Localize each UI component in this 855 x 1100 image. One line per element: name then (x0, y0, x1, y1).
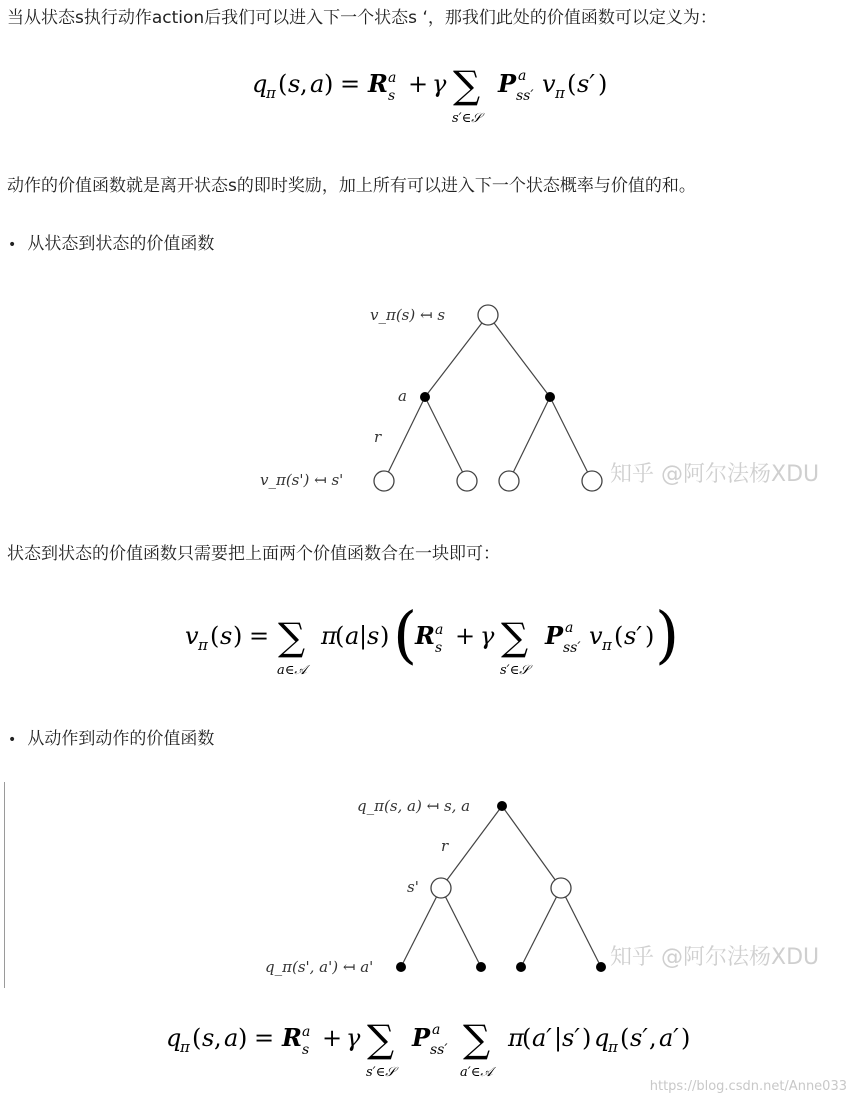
svg-text:P: P (412, 1023, 431, 1052)
svg-text:s′∈𝒮: s′∈𝒮 (452, 111, 482, 126)
svg-text:∑: ∑ (367, 1017, 395, 1061)
state-node (431, 878, 451, 898)
svg-text:s: s (220, 622, 233, 650)
svg-text:π: π (266, 84, 276, 102)
leaf-state-node (457, 471, 477, 491)
bullet-dot: • (8, 237, 17, 253)
equation-q-full (160, 1008, 710, 1088)
leaf-state-node (582, 471, 602, 491)
svg-text:|: | (359, 622, 368, 650)
svg-text:a: a (388, 70, 397, 86)
svg-text:∑: ∑ (278, 615, 306, 659)
intro-paragraph: 当从状态s执行动作action后我们可以进入下一个状态s ‘，那我们此处的价值函数可以定义为： (7, 8, 717, 28)
svg-text:=: = (249, 622, 270, 650)
svg-text:R: R (415, 621, 435, 650)
left-quote-bar (4, 782, 5, 988)
svg-text:): ) (598, 70, 608, 98)
svg-text:=: = (254, 1024, 275, 1052)
equation-q-definition (240, 56, 640, 130)
svg-text:∑: ∑ (501, 615, 529, 659)
svg-text:v: v (542, 70, 556, 98)
leaf-action-node (516, 962, 526, 972)
svg-text:a: a (565, 620, 574, 636)
svg-text:∑: ∑ (463, 1017, 491, 1061)
svg-text:ss′: ss′ (516, 88, 534, 104)
svg-text:s: s (435, 640, 443, 656)
leaf-state-node (374, 471, 394, 491)
svg-text:R: R (368, 69, 388, 98)
svg-text:s′∈𝒮: s′∈𝒮 (366, 1065, 396, 1080)
leaf-state-node (499, 471, 519, 491)
bullet-action-to-action (7, 727, 214, 752)
leaf-action-node (476, 962, 486, 972)
svg-text:γ: γ (346, 1024, 361, 1052)
svg-text:s: s (302, 1042, 310, 1058)
svg-text:s: s (388, 88, 396, 104)
svg-text:|: | (554, 1024, 563, 1052)
backup-diagram-action (255, 790, 615, 980)
svg-text:): ) (380, 622, 390, 650)
svg-text:π: π (602, 636, 612, 654)
svg-text:s′∈𝒮: s′∈𝒮 (500, 663, 530, 678)
root-label: q_π(s, a) ↤ s, a (357, 797, 471, 815)
svg-text:s′: s′ (624, 622, 642, 650)
svg-text:π: π (198, 636, 208, 654)
svg-text:v: v (589, 622, 603, 650)
svg-text:+: + (408, 70, 429, 98)
svg-text:(: ( (210, 622, 220, 650)
svg-text:a′: a′ (659, 1024, 679, 1052)
svg-text:s: s (367, 622, 380, 650)
bullet-text: 从动作到动作的价值函数 (27, 729, 215, 749)
bullet-text: 从状态到状态的价值函数 (27, 234, 215, 254)
svg-text:(: ( (192, 1024, 202, 1052)
svg-text:a: a (435, 622, 444, 638)
svg-text:a: a (432, 1022, 441, 1038)
svg-text:s′: s′ (562, 1024, 580, 1052)
svg-text:(: ( (393, 598, 418, 671)
zhihu-watermark: 知乎 @阿尔法杨XDU (610, 945, 820, 970)
svg-text:(: ( (620, 1024, 630, 1052)
equation-v-full (175, 590, 685, 686)
svg-text:a: a (310, 70, 325, 98)
svg-text:π: π (608, 1038, 618, 1056)
backup-diagram-state (250, 295, 620, 500)
svg-text:,: , (300, 70, 308, 98)
svg-text:P: P (498, 69, 517, 98)
svg-text:γ: γ (432, 70, 447, 98)
reward-label: r (374, 428, 382, 446)
svg-text:): ) (681, 1024, 691, 1052)
reward-label: r (441, 837, 449, 855)
action-value-description: 动作的价值函数就是离开状态s的即时奖励，加上所有可以进入下一个状态概率与价值的和。 (7, 176, 696, 196)
svg-text:ss′: ss′ (430, 1042, 448, 1058)
root-label: v_π(s) ↤ s (370, 306, 446, 324)
svg-text:s: s (202, 1024, 215, 1052)
svg-text:R: R (282, 1023, 302, 1052)
svg-text:): ) (324, 70, 334, 98)
root-state-node (478, 305, 498, 325)
svg-text:(: ( (522, 1024, 532, 1052)
leaf-action-node (396, 962, 406, 972)
svg-text:∑: ∑ (453, 63, 481, 107)
svg-text:,: , (214, 1024, 222, 1052)
svg-text:(: ( (278, 70, 288, 98)
svg-text:q: q (594, 1024, 610, 1052)
svg-text:a: a (224, 1024, 239, 1052)
svg-text:): ) (655, 598, 680, 671)
svg-text:a: a (302, 1024, 311, 1040)
svg-text:γ: γ (480, 622, 495, 650)
svg-text:): ) (233, 622, 243, 650)
leaf-label: v_π(s') ↤ s' (260, 471, 344, 489)
svg-text:ss′: ss′ (563, 640, 581, 656)
zhihu-watermark: 知乎 @阿尔法杨XDU (610, 462, 820, 487)
state-combine-paragraph: 状态到状态的价值函数只需要把上面两个价值函数合在一块即可： (7, 544, 500, 564)
svg-text:q: q (166, 1024, 182, 1052)
svg-text:s: s (288, 70, 301, 98)
svg-text:+: + (455, 622, 476, 650)
leaf-action-node (596, 962, 606, 972)
svg-text:(: ( (335, 622, 345, 650)
svg-text:a′∈𝒜: a′∈𝒜 (460, 1065, 493, 1080)
action-label: a (398, 387, 407, 405)
action-node (545, 392, 555, 402)
svg-text:(: ( (614, 622, 624, 650)
svg-text:a′: a′ (532, 1024, 552, 1052)
bullet-state-to-state (7, 232, 214, 257)
svg-text:s′: s′ (630, 1024, 648, 1052)
svg-text:P: P (545, 621, 564, 650)
svg-text:π: π (555, 84, 565, 102)
root-action-node (497, 801, 507, 811)
svg-text:π: π (321, 622, 337, 650)
action-node (420, 392, 430, 402)
leaf-label: q_π(s', a') ↤ a' (265, 958, 374, 976)
svg-text:π: π (180, 1038, 190, 1056)
svg-text:+: + (322, 1024, 343, 1052)
svg-text:q: q (252, 70, 268, 98)
svg-text:v: v (185, 622, 199, 650)
svg-text:a∈𝒜: a∈𝒜 (277, 663, 307, 678)
state-label: s' (407, 878, 419, 896)
svg-text:): ) (645, 622, 655, 650)
svg-text:): ) (238, 1024, 248, 1052)
state-node (551, 878, 571, 898)
csdn-watermark: https://blog.csdn.net/Anne033 (649, 1079, 847, 1094)
svg-text:π: π (508, 1024, 524, 1052)
svg-text:,: , (649, 1024, 657, 1052)
bullet-dot: • (8, 732, 17, 748)
svg-text:=: = (340, 70, 361, 98)
svg-text:a: a (345, 622, 360, 650)
svg-text:(: ( (567, 70, 577, 98)
svg-text:a: a (518, 68, 527, 84)
svg-text:s′: s′ (577, 70, 595, 98)
svg-text:): ) (582, 1024, 592, 1052)
